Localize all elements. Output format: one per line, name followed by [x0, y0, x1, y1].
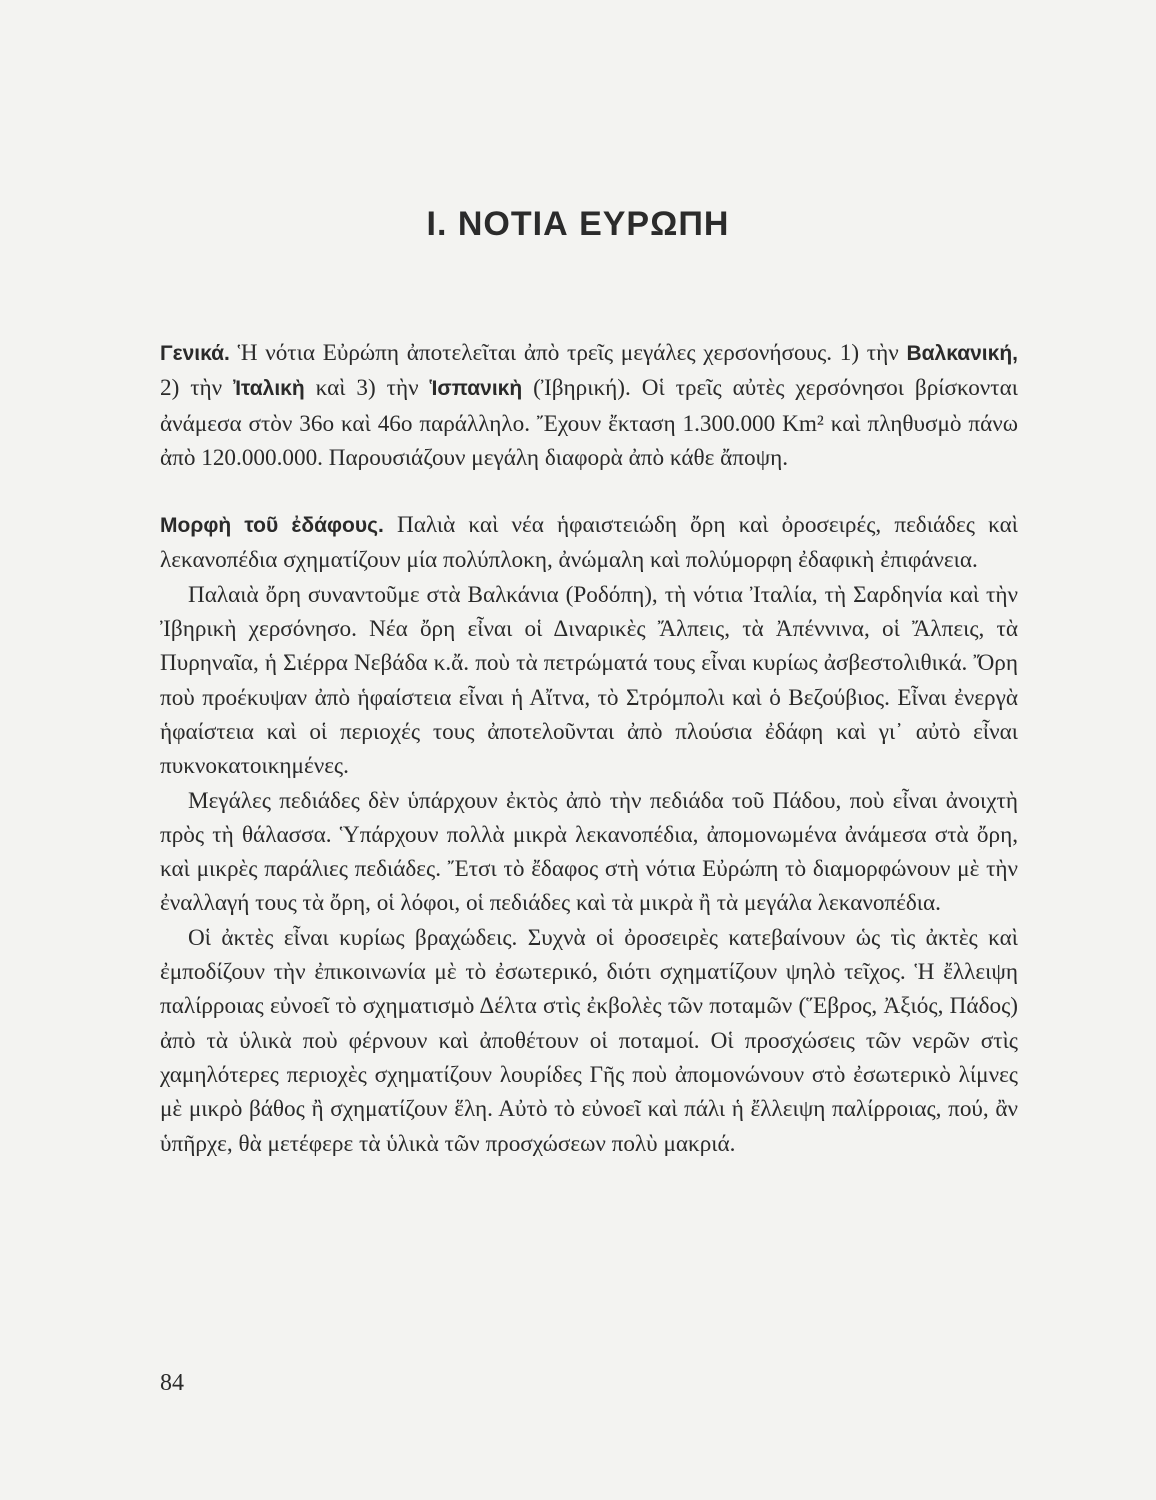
paragraph-text: Ἡ νότια Εὐρώπη ἀποτελεῖται ἀπὸ τρεῖς μεγάλες χερσονήσους. 1) τὴν [229, 340, 907, 366]
paragraph-mountains: Παλαιὰ ὄρη συναντοῦμε στὰ Βαλκάνια (Ροδόπη), τὴ νότια Ἰταλία, τὴ Σαρδηνία καὶ τὴν Ἰβηρικὴ χερσόνησο. Νέα ὄρη εἶναι οἱ Διναρικὲς Ἄλπεις, τὰ Ἀπέννινα, οἱ Ἄλπεις, τὰ Πυρηναῖα, ἡ Σιέρρα Νεβάδα κ.ἄ. ποὺ τὰ πετρώματά τους εἶναι κυρίως ἀσβεστολιθικά. Ὄρη ποὺ προέκυψαν ἀπὸ ἡφαίστεια εἶναι ἡ Αἴτνα, τὸ Στρόμπολι καὶ ὁ Βεζούβιος. Εἶναι ἐνεργὰ ἡφαίστεια καὶ οἱ περιοχές τους ἀποτελοῦνται ἀπὸ πλούσια ἐδάφη καὶ γι᾽ αὐτὸ εἶναι πυκνοκατοικημένες. [160, 581, 1018, 780]
paragraph-text: (Ἰβηρική). Οἱ τρεῖς αὐτὲς χερσόνησοι βρίσκονται ἀνάμεσα στὸν 36ο καὶ 46ο παράλληλο. Ἔχουν ἔκταση 1.300.000 Km² καὶ πληθυσμὸ πάνω ἀπὸ 120.000.000. Παρουσιάζουν μεγάλη διαφορὰ ἀπὸ κάθε ἄποψη. [160, 375, 1018, 471]
paragraph-text: Παλιὰ καὶ νέα ἡφαιστειώδη ὄρη καὶ ὀροσειρές, πεδιάδες καὶ λεκανοπέδια σχηματίζουν μία πολύπλοκη, ἀνώμαλη καὶ πολύμορφη ἐδαφικὴ ἐπιφάνεια. [160, 512, 1018, 574]
chapter-title: I. ΝΟΤΙΑ ΕΥΡΩΠΗ [426, 205, 730, 243]
paragraph-general [160, 336, 1018, 475]
section-gap [160, 475, 1018, 508]
bold-term-spanish: Ἱσπανικὴ [429, 377, 523, 401]
paragraph-coasts: Οἱ ἀκτὲς εἶναι κυρίως βραχώδεις. Συχνὰ οἱ ὀροσειρὲς κατεβαίνουν ὡς τὶς ἀκτὲς καὶ ἐμποδίζουν τὴν ἐπικοινωνία μὲ τὸ ἐσωτερικό, διότι σχηματίζουν ψηλὸ τεῖχος. Ἡ ἔλλειψη παλίρροιας εὐνοεῖ τὸ σχηματισμὸ Δέλτα στὶς ἐκβολὲς τῶν ποταμῶν (Ἕβρος, Ἀξιός, Πάδος) ἀπὸ τὰ ὑλικὰ ποὺ φέρνουν καὶ ἀποθέτουν οἱ ποταμοί. Οἱ προσχώσεις τῶν νερῶν στὶς χαμηλότερες περιοχὲς σχηματίζουν λουρίδες Γῆς ποὺ ἀπομονώνουν στὸ ἐσωτερικὸ λίμνες μὲ μικρὸ βάθος ἢ σχηματίζουν ἕλη. Αὐτὸ τὸ εὐνοεῖ καὶ πάλι ἡ ἔλλειψη παλίρροιας, πού, ἂν ὑπῆρχε, θὰ μετέφερε τὰ ὑλικὰ τῶν προσχώσεων πολὺ μακριά. [160, 924, 1018, 1157]
paragraph-terrain [160, 508, 1018, 578]
bold-term-balkan: Βαλκανική, [906, 342, 1018, 365]
paragraph-text: καὶ 3) τὴν [304, 375, 430, 402]
bold-term-italian: Ἰταλικὴ [233, 377, 305, 401]
paragraph-text: 2) τὴν [160, 375, 234, 402]
section-heading-terrain: Μορφὴ τοῦ ἐδάφους. [160, 514, 384, 538]
paragraph-plains: Μεγάλες πεδιάδες δὲν ὑπάρχουν ἐκτὸς ἀπὸ τὴν πεδιάδα τοῦ Πάδου, ποὺ εἶναι ἀνοιχτὴ πρὸς τὴ θάλασσα. Ὑπάρχουν πολλὰ μικρὰ λεκανοπέδια, ἀπομονωμένα ἀνάμεσα στὰ ὄρη, καὶ μικρὲς παράλιες πεδιάδες. Ἔτσι τὸ ἔδαφος στὴ νότια Εὐρώπη τὸ διαμορφώνουν μὲ τὴν ἐναλλαγή τους τὰ ὄρη, οἱ λόφοι, οἱ πεδιάδες καὶ τὰ μικρὰ ἢ τὰ μεγάλα λεκανοπέδια. [160, 787, 1018, 917]
page-number: 84 [160, 1370, 184, 1396]
body-text [160, 336, 1018, 1161]
section-heading-general: Γενικά. [160, 342, 230, 365]
